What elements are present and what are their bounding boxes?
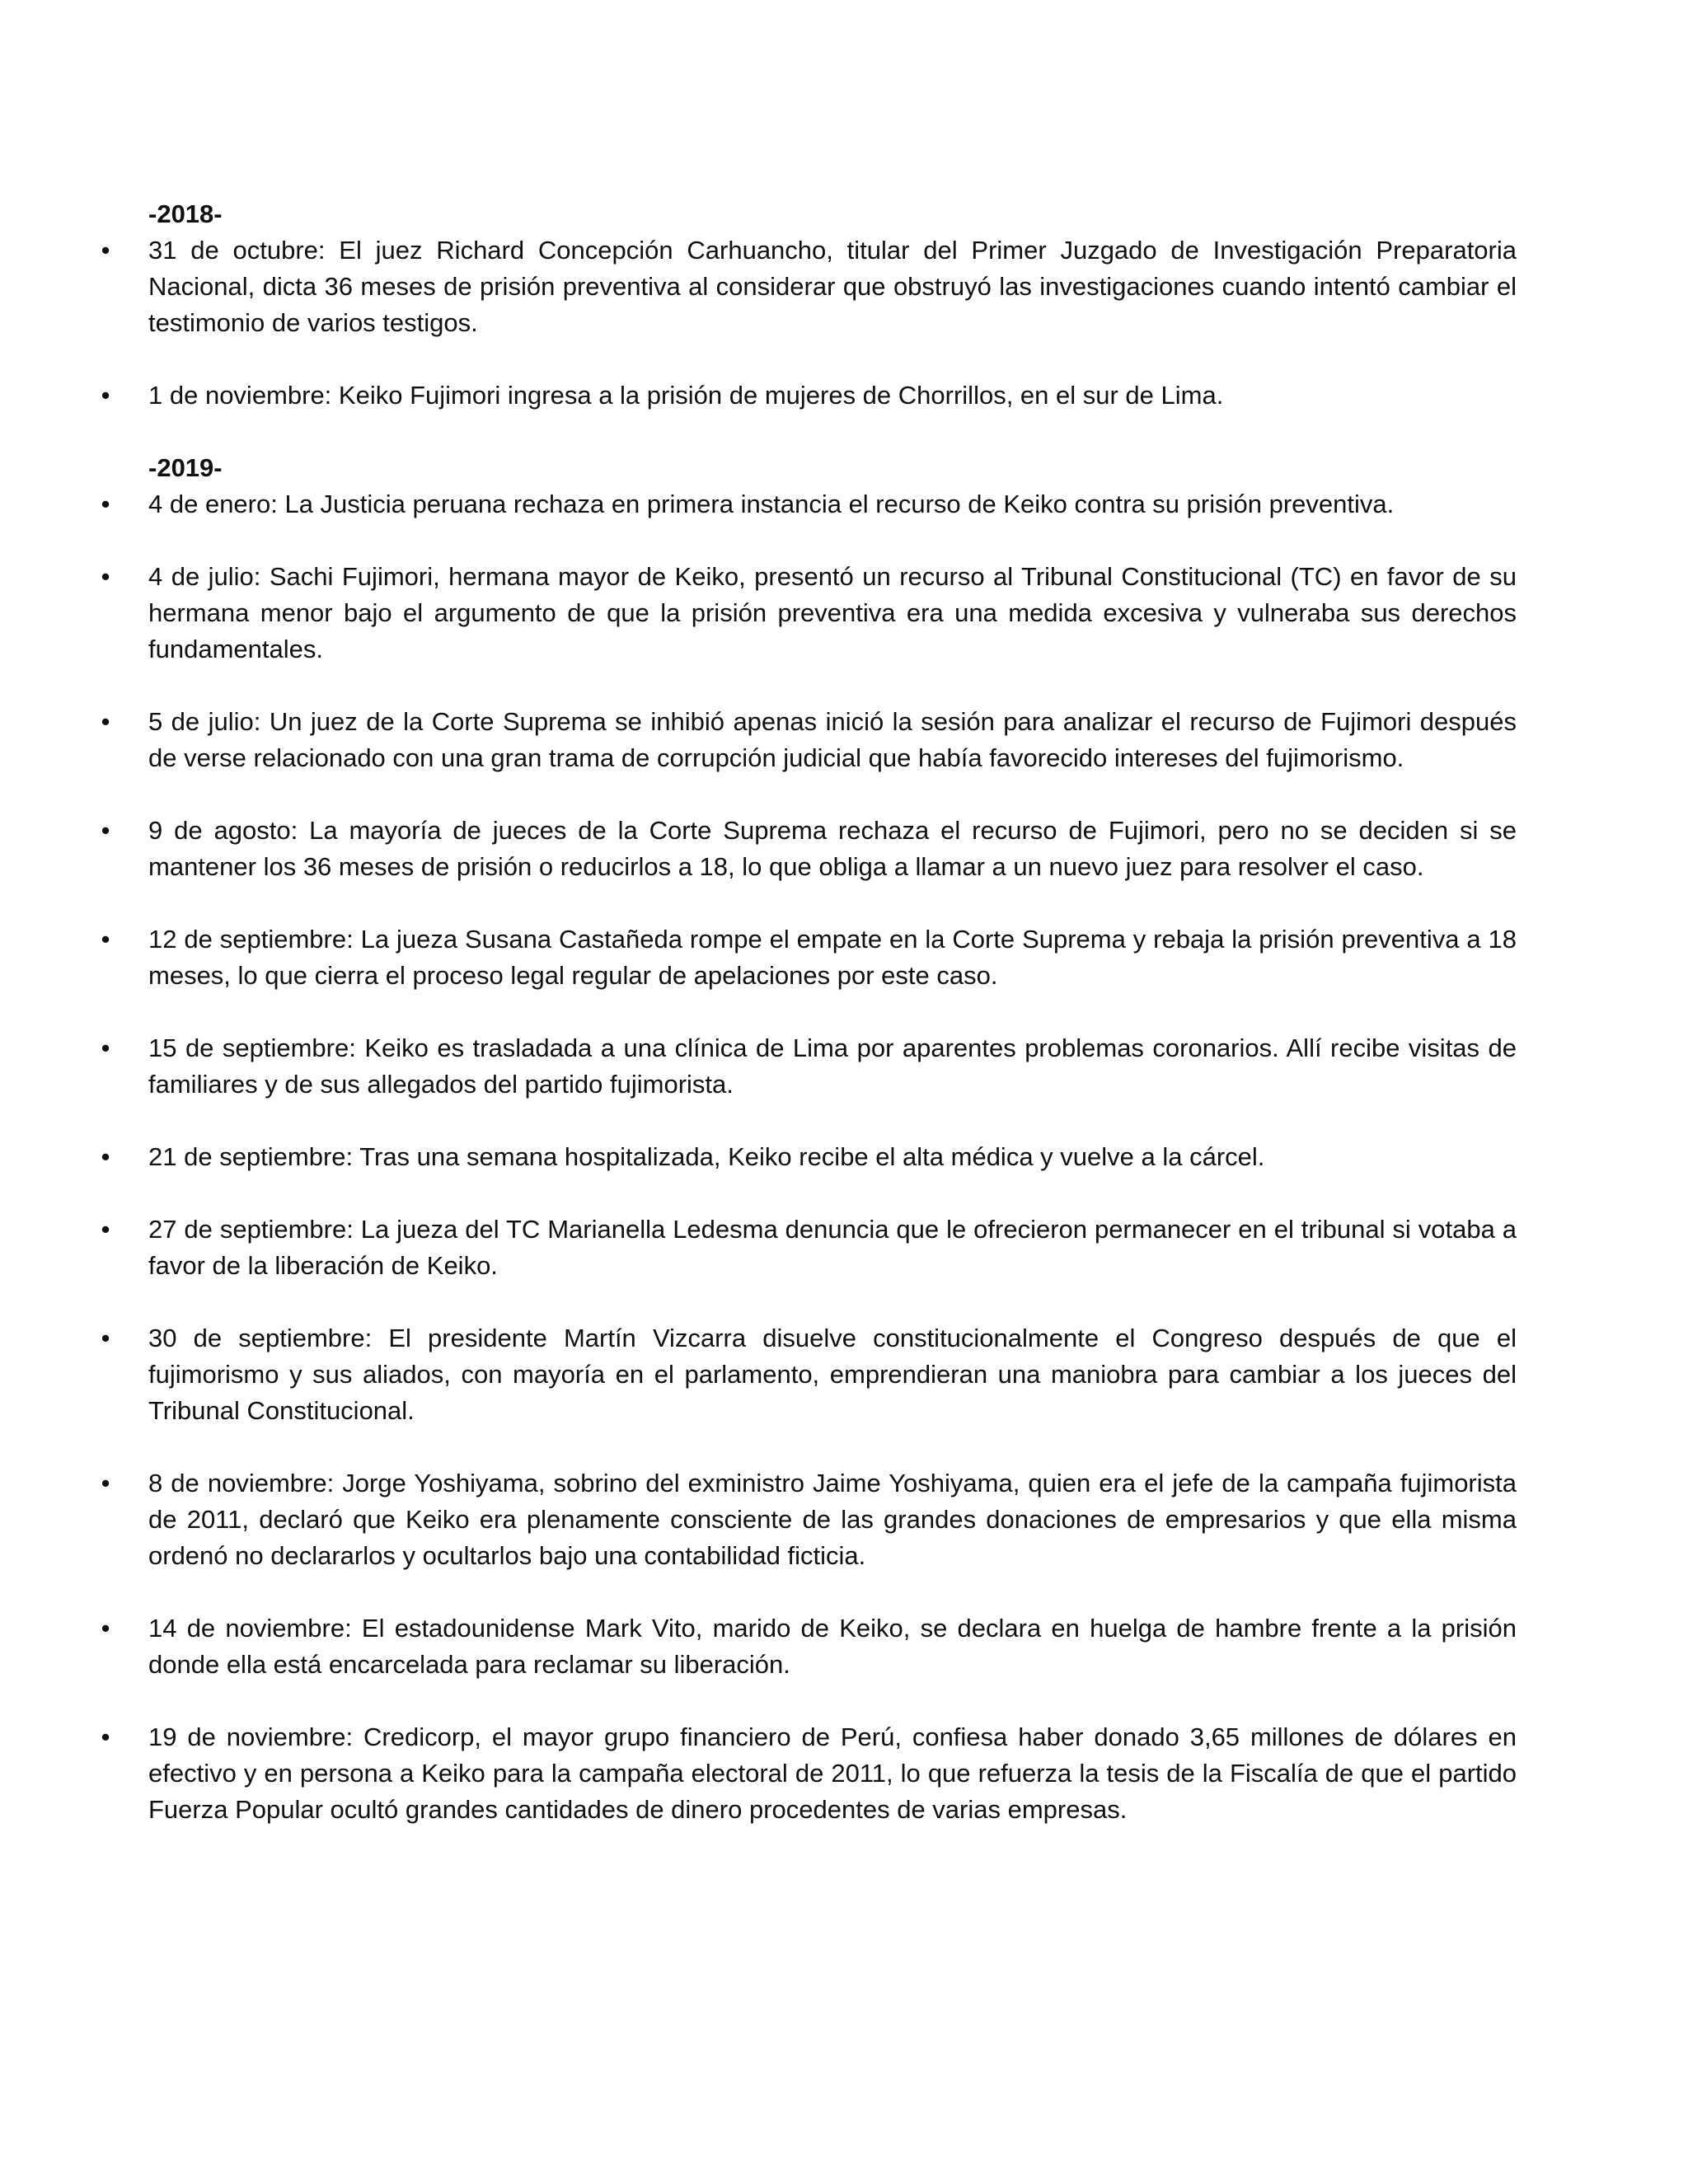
timeline-entry [101,232,1517,341]
bullet-icon: • [101,816,110,845]
bullet-icon: • [101,381,110,410]
bullet-icon: • [101,1469,110,1497]
bullet-icon: • [101,1324,110,1352]
bullet-icon: • [101,707,110,736]
entry-text: 15 de septiembre: Keiko es trasladada a una clínica de Lima por aparentes problemas coronarios. Allí recibe visitas de familiares y de sus allegados del partido fujimorista. [148,1033,1517,1099]
bullet-icon: • [101,1215,110,1244]
timeline [101,196,1517,1828]
bullet-icon: • [101,925,110,954]
entry-text: 12 de septiembre: La jueza Susana Castañeda rompe el empate en la Corte Suprema y rebaja la prisión preventiva a 18 meses, lo que cierra el proceso legal regular de apelaciones por este caso. [148,925,1517,990]
entry-text: 30 de septiembre: El presidente Martín Vizcarra disuelve constitucionalmente el Congreso después de que el fujimorismo y sus aliados, con mayoría en el parlamento, emprendieran una maniobra para cambiar a los jueces del Tribunal Constitucional. [148,1324,1517,1425]
timeline-entry [101,704,1517,776]
timeline-entry [101,813,1517,885]
entry-text: 4 de enero: La Justicia peruana rechaza en primera instancia el recurso de Keiko contra su prisión preventiva. [148,490,1395,518]
entry-text: 27 de septiembre: La jueza del TC Marianella Ledesma denuncia que le ofrecieron permanecer en el tribunal si votaba a favor de la liberación de Keiko. [148,1215,1517,1280]
entry-text: 1 de noviembre: Keiko Fujimori ingresa a la prisión de mujeres de Chorrillos, en el sur de Lima. [148,381,1224,410]
timeline-entry [101,1320,1517,1429]
bullet-icon: • [101,490,110,518]
year-heading-2019: -2019- [148,453,223,482]
timeline-entry [101,1139,1517,1175]
timeline-entry [101,921,1517,994]
bullet-icon: • [101,562,110,591]
entry-text: 4 de julio: Sachi Fujimori, hermana mayor de Keiko, presentó un recurso al Tribunal Constitucional (TC) en favor de su hermana menor bajo el argumento de que la prisión preventiva era una medida excesiva y vulneraba sus derechos fundamentales. [148,562,1517,663]
timeline-entry [101,1212,1517,1284]
year-heading-2018: -2018- [148,199,223,228]
timeline-entry [101,1610,1517,1683]
entry-text: 21 de septiembre: Tras una semana hospitalizada, Keiko recibe el alta médica y vuelve a la cárcel. [148,1142,1265,1171]
bullet-icon: • [101,236,110,265]
bullet-icon: • [101,1722,110,1751]
timeline-entry [101,486,1517,523]
bullet-icon: • [101,1142,110,1171]
timeline-entry [101,559,1517,668]
entry-text: 9 de agosto: La mayoría de jueces de la Corte Suprema rechaza el recurso de Fujimori, pero no se deciden si se mantener los 36 meses de prisión o reducirlos a 18, lo que obliga a llamar a un nuevo juez para resolver el caso. [148,816,1517,881]
timeline-entry [101,377,1517,414]
entry-text: 31 de octubre: El juez Richard Concepción Carhuancho, titular del Primer Juzgado de Investigación Preparatoria Nacional, dicta 36 meses de prisión preventiva al considerar que obstruyó las investigaciones cuando intentó cambiar el testimonio de varios testigos. [148,236,1517,337]
entry-text: 5 de julio: Un juez de la Corte Suprema se inhibió apenas inició la sesión para analizar el recurso de Fujimori después de verse relacionado con una gran trama de corrupción judicial que había favorecido intereses del fujimorismo. [148,707,1517,772]
timeline-entry [101,1030,1517,1103]
entry-text: 19 de noviembre: Credicorp, el mayor grupo financiero de Perú, confiesa haber donado 3,65 millones de dólares en efectivo y en persona a Keiko para la campaña electoral de 2011, lo que refuerza la tesis de la Fiscalía de que el partido Fuerza Popular ocultó grandes cantidades de dinero procedentes de varias empresas. [148,1722,1517,1824]
bullet-icon: • [101,1033,110,1062]
bullet-icon: • [101,1614,110,1643]
timeline-entry [101,1719,1517,1828]
entry-text: 14 de noviembre: El estadounidense Mark Vito, marido de Keiko, se declara en huelga de hambre frente a la prisión donde ella está encarcelada para reclamar su liberación. [148,1614,1517,1679]
entry-text: 8 de noviembre: Jorge Yoshiyama, sobrino del exministro Jaime Yoshiyama, quien era el jefe de la campaña fujimorista de 2011, declaró que Keiko era plenamente consciente de las grandes donaciones de empresarios y que ella misma ordenó no declararlos y ocultarlos bajo una contabilidad ficticia. [148,1469,1517,1570]
timeline-entry [101,1465,1517,1574]
